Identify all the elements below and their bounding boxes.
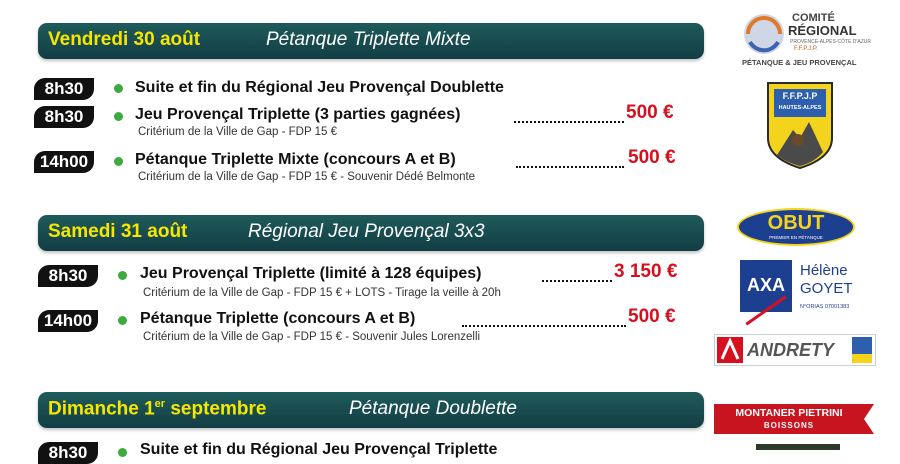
dotted-leader bbox=[462, 323, 626, 327]
axa-line2: GOYET bbox=[800, 280, 853, 297]
event-title: Suite et fin du Régional Jeu Provençal Doublette bbox=[135, 79, 504, 96]
day-event-title: Régional Jeu Provençal 3x3 bbox=[248, 221, 485, 242]
event-prize: 500 € bbox=[626, 102, 674, 123]
axa-brand: AXA bbox=[746, 275, 785, 295]
day-label bbox=[48, 398, 266, 420]
event-title: Jeu Provençal Triplette (3 parties gagnées) bbox=[135, 106, 461, 123]
day-label-sup: er bbox=[154, 398, 166, 410]
time-badge: 14h00 bbox=[34, 151, 94, 173]
event-detail: Critérium de la Ville de Gap - FDP 15 € - Souvenir Jules Lorenzelli bbox=[143, 331, 481, 343]
ffpjp-line1: F.F.P.J.P bbox=[782, 91, 818, 101]
comite-regional-logo bbox=[742, 8, 872, 70]
comite-ball-icon bbox=[742, 12, 786, 56]
bullet-icon bbox=[118, 316, 127, 325]
andrety-logo bbox=[714, 334, 876, 366]
day-label: Samedi 31 août bbox=[48, 221, 188, 242]
andrety-mark-icon bbox=[717, 337, 743, 363]
time-badge: 8h30 bbox=[34, 106, 94, 128]
event-detail: Critérium de la Ville de Gap - FDP 15 € - Souvenir Dédé Belmonte bbox=[138, 171, 476, 183]
comite-line3: PROVENCE-ALPES-CÔTE D'AZUR bbox=[790, 39, 871, 45]
obut-logo bbox=[737, 208, 855, 246]
bullet-icon bbox=[118, 271, 127, 280]
montaner-line2: BOISSONS bbox=[763, 421, 815, 430]
section-banner-sunday bbox=[38, 392, 704, 428]
axa-line1: Hélène bbox=[800, 262, 848, 279]
event-detail: Critérium de la Ville de Gap - FDP 15 € + LOTS - Tirage la veille à 20h bbox=[143, 287, 501, 299]
andrety-name: ANDRETY bbox=[747, 340, 835, 360]
event-title: Pétanque Triplette Mixte (concours A et B) bbox=[135, 151, 456, 168]
obut-tagline: PREMIER EN PÉTANQUE bbox=[769, 235, 823, 240]
day-label-prefix: Dimanche 1 bbox=[48, 398, 155, 420]
comite-line1: COMITÉ bbox=[792, 12, 835, 24]
time-badge: 8h30 bbox=[34, 78, 94, 100]
event-detail: Critérium de la Ville de Gap - FDP 15 € bbox=[138, 126, 337, 138]
axa-orias: N°ORIAS 07001383 bbox=[800, 304, 850, 310]
event-prize: 3 150 € bbox=[614, 261, 678, 282]
bullet-icon bbox=[114, 157, 123, 166]
section-banner-saturday bbox=[38, 215, 704, 251]
section-banner-friday bbox=[38, 23, 704, 59]
montaner-pietrini-logo bbox=[714, 404, 874, 434]
time-badge: 14h00 bbox=[38, 310, 98, 332]
event-title: Jeu Provençal Triplette (limité à 128 équipes) bbox=[140, 265, 482, 282]
event-prize: 500 € bbox=[628, 147, 676, 168]
comite-tagline: PÉTANQUE & JEU PROVENÇAL bbox=[742, 58, 857, 67]
bullet-icon bbox=[114, 112, 123, 121]
day-label: Vendredi 30 août bbox=[48, 29, 201, 50]
ffpjp-line2: HAUTES-ALPES bbox=[778, 105, 822, 111]
event-prize: 500 € bbox=[628, 306, 676, 327]
time-badge: 8h30 bbox=[38, 442, 98, 464]
day-event-title: Pétanque Triplette Mixte bbox=[266, 29, 471, 50]
event-title: Suite et fin du Régional Jeu Provençal Triplette bbox=[140, 441, 498, 458]
axa-helene-goyet-logo bbox=[740, 260, 860, 316]
day-label-suffix: septembre bbox=[165, 398, 267, 420]
dotted-leader bbox=[542, 278, 612, 282]
day-event-title: Pétanque Doublette bbox=[349, 398, 517, 419]
time-badge: 8h30 bbox=[38, 265, 98, 287]
montaner-line1: MONTANER PIETRINI bbox=[735, 407, 843, 419]
bullet-icon bbox=[114, 84, 123, 93]
obut-name: OBUT bbox=[767, 212, 825, 234]
ffpjp-hautes-alpes-logo bbox=[765, 80, 835, 170]
dotted-leader bbox=[516, 164, 624, 168]
bottom-sponsor-logo bbox=[756, 444, 840, 450]
event-title: Pétanque Triplette (concours A et B) bbox=[140, 310, 416, 327]
andrety-label-icon bbox=[852, 337, 872, 363]
comite-line2: RÉGIONAL bbox=[788, 23, 857, 38]
dotted-leader bbox=[514, 119, 624, 123]
bullet-icon bbox=[118, 448, 127, 457]
comite-line4: F.F.P.J.P. bbox=[794, 46, 818, 52]
